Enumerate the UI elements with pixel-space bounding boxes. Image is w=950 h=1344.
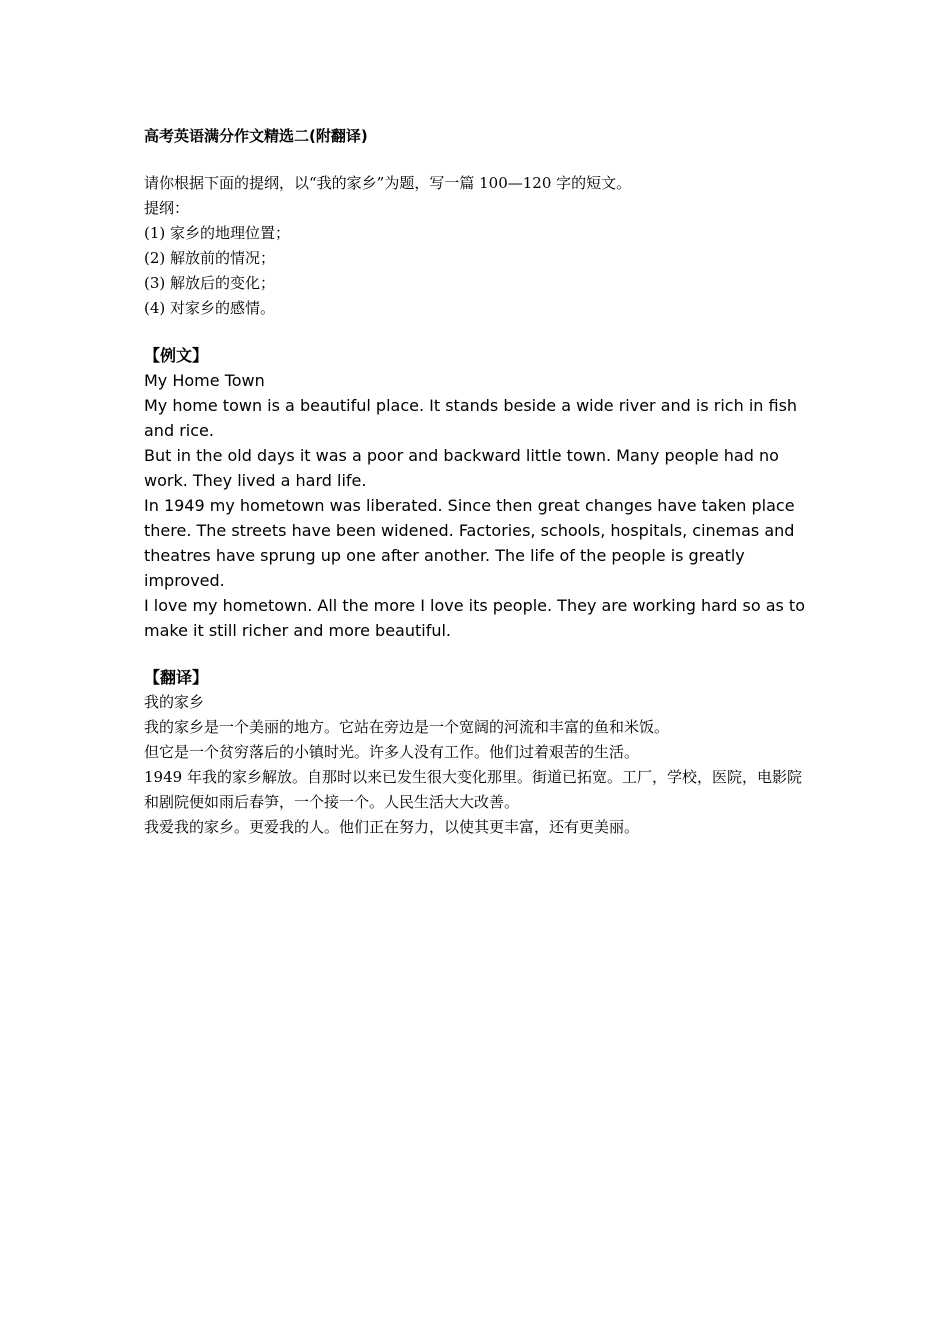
translation-essay-title: 我的家乡 [144,693,205,711]
outline-label: 提纲： [144,199,190,217]
example-paragraph: In 1949 my hometown was liberated. Since then great changes have taken place there. The streets have been widened. Factories, schools, hospitals, cinemas and theatres have sprung up one after another. The life of the people is greatly improved. [144,496,795,590]
example-heading: 【例文】 [144,346,209,365]
example-paragraph: I love my hometown. All the more I love its people. They are working hard so as to make it still richer and more beautiful. [144,596,805,640]
outline-item: (4) 对家乡的感情。 [144,299,276,317]
document-title: 高考英语满分作文精选二(附翻译) [144,127,368,145]
example-paragraph: My home town is a beautiful place. It stands beside a wide river and is rich in fish and rice. [144,396,798,440]
outline-item: (2) 解放前的情况； [144,249,276,267]
example-paragraph: But in the old days it was a poor and backward little town. Many people had no work. They lived a hard life. [144,446,779,490]
translation-heading: 【翻译】 [144,668,209,687]
translation-paragraph: 我爱我的家乡。更爱我的人。他们正在努力，以使其更丰富，还有更美丽。 [144,818,640,836]
translation-paragraph: 但它是一个贫穷落后的小镇时光。许多人没有工作。他们过着艰苦的生活。 [144,743,640,761]
document-page [144,124,814,840]
outline-item: (1) 家乡的地理位置； [144,224,291,242]
prompt-instruction: 请你根据下面的提纲，以“我的家乡”为题，写一篇 100—120 字的短文。 [144,174,632,192]
example-essay-title: My Home Town [144,371,265,390]
translation-paragraph: 我的家乡是一个美丽的地方。它站在旁边是一个宽阔的河流和丰富的鱼和米饭。 [144,718,670,736]
translation-paragraph: 1949 年我的家乡解放。自那时以来已发生很大变化那里。街道已拓宽。工厂，学校，医院，电影院和剧院便如雨后春笋，一个接一个。人民生活大大改善。 [144,768,802,811]
outline-item: (3) 解放后的变化； [144,274,276,292]
